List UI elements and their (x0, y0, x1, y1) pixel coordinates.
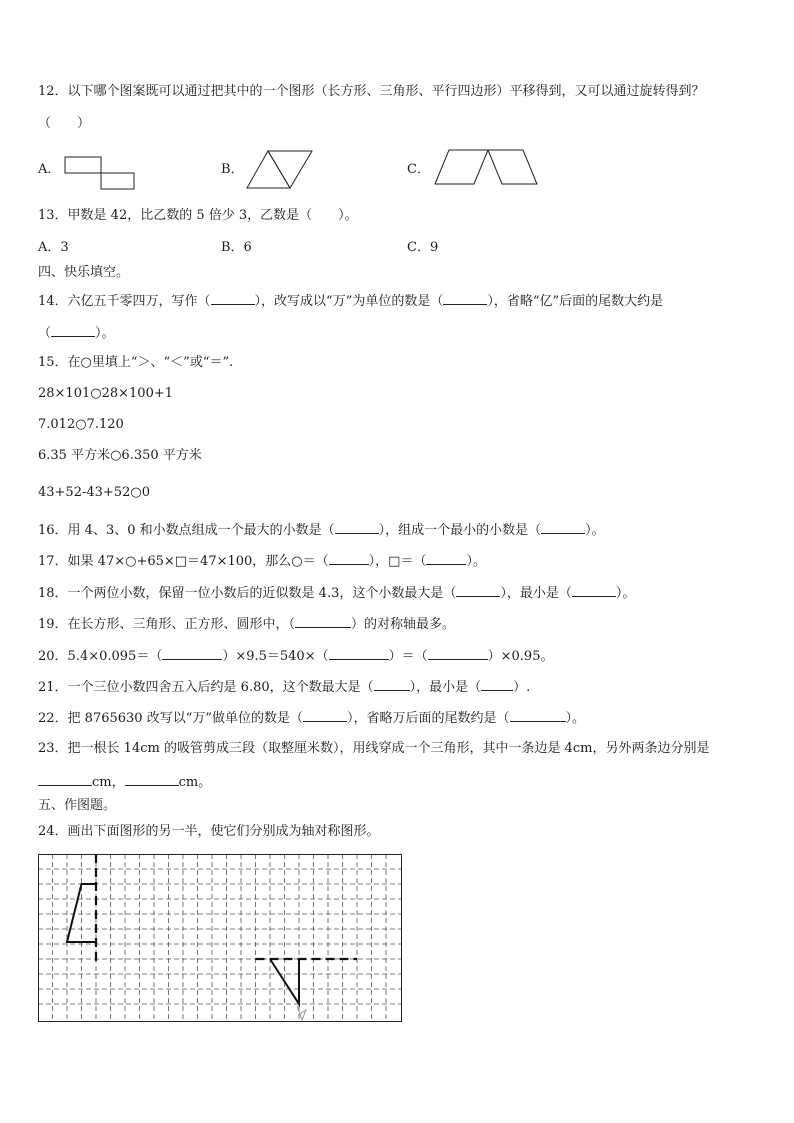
q22-text-2: ），省略万后面的尾数约是（ (347, 711, 510, 726)
q14-blank-2 (443, 292, 487, 305)
q16 (38, 521, 605, 539)
q17-blank-1 (329, 552, 369, 565)
q20-text-4: ）×0.95。 (487, 649, 554, 664)
half-triangle (270, 959, 299, 1004)
q22-blank-2 (510, 709, 566, 722)
q23-unit-1: cm， (92, 775, 125, 790)
q20-blank-2 (329, 647, 389, 660)
q16-text-3: ）。 (585, 523, 605, 538)
q14-text-2: ），改写成以“万”为单位的数是（ (254, 294, 444, 309)
q16-text-2: ），组成一个最小的小数是（ (378, 523, 542, 538)
q14-line2 (38, 324, 115, 342)
q17-blank-2 (426, 552, 466, 565)
q13-stem: 13．甲数是 42，比乙数的 5 倍少 3，乙数是（ ）。 (38, 208, 358, 223)
q17-text-3: ）。 (466, 554, 486, 569)
q16-blank-1 (335, 521, 379, 534)
q16-blank-2 (541, 521, 585, 534)
q24-stem: 24．画出下面图形的另一半，使它们分别成为轴对称图形。 (38, 824, 380, 839)
q23-blank-2 (125, 773, 179, 786)
q14-blank-3 (51, 324, 95, 337)
q19-blank-1 (295, 615, 351, 628)
q15-item-4: 43+52-43+52○0 (38, 485, 150, 500)
q12-option-b-figure (244, 148, 316, 192)
q15-stem: 15．在○里填上“＞、“＜”或“＝”. (38, 355, 234, 370)
pencil-mark-icon (297, 1006, 306, 1020)
q18-text-1: 18．一个两位小数，保留一位小数后的近似数是 4.3，这个小数最大是（ (38, 586, 457, 601)
q12-option-a-label: A． (38, 162, 61, 177)
q17 (38, 552, 486, 570)
q20-text-1: 20．5.4×0.095＝（ (38, 649, 163, 664)
q12-option-c-label: C． (407, 162, 430, 177)
q12-option-a-figure (62, 153, 138, 193)
q13-option-c: C．9 (407, 240, 439, 255)
q20 (38, 647, 553, 665)
q15-item-2: 7.012○7.120 (38, 417, 124, 432)
q15-item-1: 28×101○28×100+1 (38, 386, 174, 401)
grid-dashed-lines (38, 854, 402, 1022)
q13-option-a: A．3 (38, 240, 69, 255)
q16-text-1: 16．用 4、3、0 和小数点组成一个最大的小数是（ (38, 523, 335, 538)
q12-paren: （ ） (38, 116, 91, 131)
q22-blank-1 (303, 709, 347, 722)
q23-answer-line (38, 773, 211, 791)
q21-text-1: 21．一个三位小数四舍五入后约是 6.80，这个数最大是（ (38, 680, 374, 695)
q18-text-2: ），最小是（ (500, 586, 572, 601)
q18 (38, 584, 635, 602)
grid-border (39, 855, 402, 1022)
q20-blank-1 (162, 647, 222, 660)
section-5-heading: 五、作图题。 (38, 798, 117, 813)
q20-text-3: ）＝（ (388, 649, 428, 664)
q21 (38, 678, 530, 696)
q14-text-3: ），省略“亿”后面的尾数大约是 (487, 294, 664, 309)
q20-blank-3 (428, 647, 488, 660)
q18-blank-1 (456, 584, 500, 597)
q13-option-b: B．6 (221, 240, 252, 255)
q14-blank-1 (211, 292, 255, 305)
q12-stem: 12．以下哪个图案既可以通过把其中的一个图形（长方形、三角形、平行四边形）平移得到，又可以通过旋转得到？ (38, 84, 705, 99)
q19-text-2: ）的对称轴最多。 (351, 617, 456, 632)
q23-unit-2: cm。 (178, 775, 212, 790)
q24-grid-figure (38, 854, 404, 1024)
section-4-heading: 四、快乐填空。 (38, 265, 130, 280)
q17-text-2: ），□＝（ (368, 554, 427, 569)
q23-stem: 23．把一根长 14cm 的吸管剪成三段（取整厘米数），用线穿成一个三角形，其中一条边是 4cm，另外两条边分别是 (38, 741, 710, 756)
q18-blank-2 (572, 584, 616, 597)
q20-text-2: ）×9.5＝540×（ (222, 649, 329, 664)
q19-text-1: 19．在长方形、三角形、正方形、圆形中，（ (38, 617, 296, 632)
q14-line1 (38, 292, 663, 310)
q21-text-2: ），最小是（ (409, 680, 482, 695)
q17-text-1: 17．如果 47×○+65×□＝47×100，那么○＝（ (38, 554, 329, 569)
q12-option-c-figure (432, 147, 542, 189)
q21-blank-1 (374, 678, 410, 691)
q22 (38, 709, 585, 727)
q23-blank-1 (38, 773, 92, 786)
q12-option-b-label: B． (221, 162, 244, 177)
q14-text-1: 14．六亿五千零四万，写作（ (38, 294, 211, 309)
q19 (38, 615, 455, 633)
q15-item-3: 6.35 平方米○6.350 平方米 (38, 448, 202, 463)
q22-text-3: ）。 (565, 711, 586, 726)
q21-blank-2 (481, 678, 513, 691)
q14-text-5: ）。 (95, 326, 115, 341)
q14-text-4: （ (38, 326, 52, 341)
q18-text-3: ）。 (615, 586, 636, 601)
q21-text-3: ）. (513, 680, 531, 695)
q22-text-1: 22．把 8765630 改写以“万”做单位的数是（ (38, 711, 303, 726)
